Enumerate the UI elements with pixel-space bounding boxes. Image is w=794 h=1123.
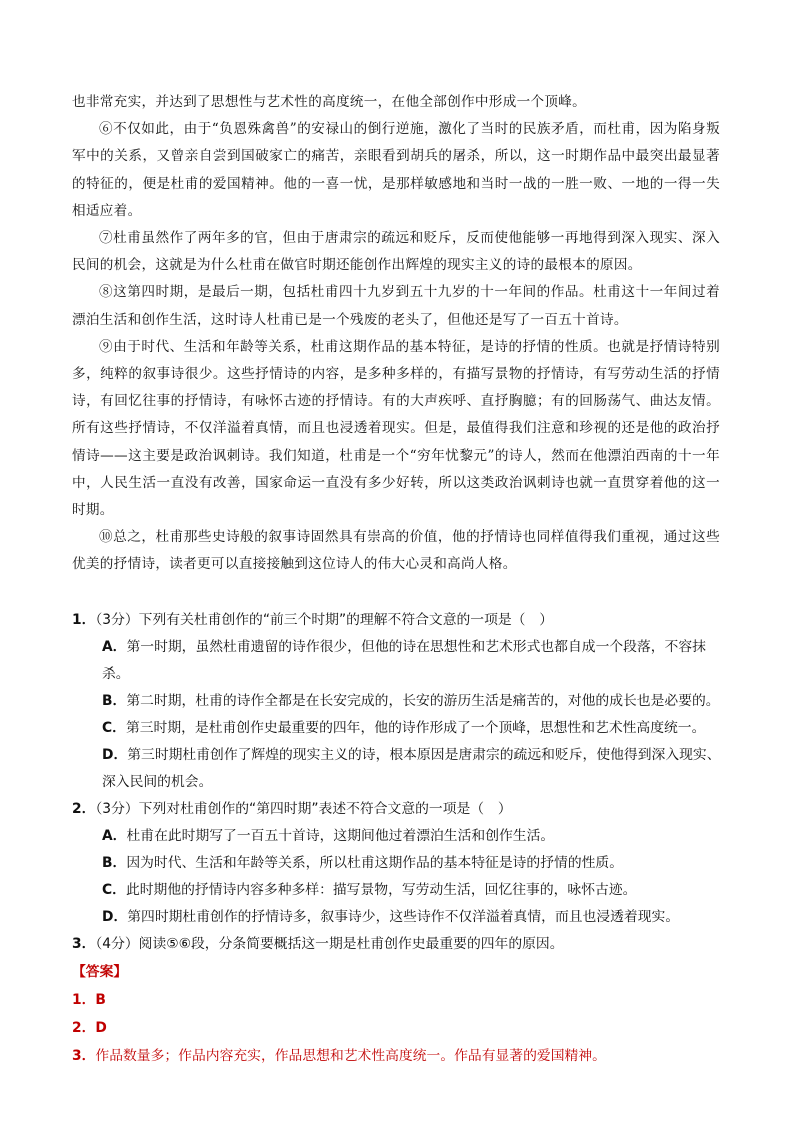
question-2	[72, 796, 732, 823]
question-stem: （3分）下列对杜甫创作的“第四时期”表述不符合文意的一项是（ ）	[95, 801, 512, 817]
option-text: 因为时代、生活和年龄等关系，所以杜甫这期作品的基本特征是诗的抒情的性质。	[126, 855, 624, 871]
question-number: 3．	[72, 936, 96, 952]
option-label: C．	[102, 720, 126, 736]
option-label: A．	[102, 828, 127, 844]
option-label: B．	[102, 855, 127, 871]
question-1-option-d	[72, 742, 732, 796]
answer-2	[72, 1014, 732, 1042]
question-3	[72, 931, 732, 958]
option-text: 第四时期杜甫创作的抒情诗多，叙事诗少，这些诗作不仅洋溢着真情，而且也浸透着现实。	[127, 909, 680, 925]
answer-heading: 【答案】	[72, 964, 128, 980]
passage-paragraph-10: ⑩总之，杜甫那些史诗般的叙事诗固然具有崇高的价值，他的抒情诗也同样值得我们重视，通过这些优美的抒情诗，读者更可以直接接触到这位诗人的伟大心灵和高尚人格。	[72, 529, 720, 573]
question-2-option-d	[72, 904, 732, 931]
option-label: A．	[102, 639, 127, 655]
answer-number: 3．	[72, 1048, 96, 1064]
reading-passage	[72, 89, 720, 579]
passage-paragraph-1: 也非常充实，并达到了思想性与艺术性的高度统一，在他全部创作中形成一个顶峰。	[72, 94, 587, 110]
question-1-option-b	[72, 688, 732, 715]
answer-number: 1．	[72, 992, 96, 1008]
answer-1	[72, 986, 732, 1014]
option-text: 第三时期，是杜甫创作史最重要的四年，他的诗作形成了一个顶峰，思想性和艺术性高度统一。	[125, 720, 706, 736]
option-text: 此时期他的抒情诗内容多种多样：描写景物，写劳动生活，回忆往事的，咏怀古迹。	[125, 882, 637, 898]
option-label: C．	[102, 882, 126, 898]
answer-text: B	[95, 992, 106, 1008]
answer-3	[72, 1042, 732, 1070]
question-number: 1．	[72, 612, 96, 628]
option-label: B．	[102, 693, 127, 709]
question-number: 2．	[72, 801, 96, 817]
question-stem: （4分）阅读⑤⑥段，分条简要概括这一期是杜甫创作史最重要的四年的原因。	[95, 936, 564, 952]
passage-paragraph-6: ⑥不仅如此，由于“负恩殊禽兽”的安禄山的倒行逆施，激化了当时的民族矛盾，而杜甫，因为陷身叛军中的关系，又曾亲自尝到国破家亡的痛苦，亲眼看到胡兵的屠杀，所以，这一时期作品中最突出最显著的特征的，便是杜甫的爱国精神。他的一喜一忧，是那样敏感地和当时一战的一胜一败、一地的一得一失相适应着。	[72, 121, 720, 219]
question-1-option-c	[72, 715, 732, 742]
passage-paragraph-9: ⑨由于时代、生活和年龄等关系，杜甫这期作品的基本特征，是诗的抒情的性质。也就是抒情诗特别多，纯粹的叙事诗很少。这些抒情诗的内容，是多种多样的，有描写景物的抒情诗，有写劳动生活的抒情诗，有回忆往事的抒情诗，有咏怀古迹的抒情诗。有的大声疾呼、直抒胸臆；有的回肠荡气、曲达友情。所有这些抒情诗，不仅洋溢着真情，而且也浸透着现实。但是，最值得我们注意和珍视的还是他的政治抒情诗——这主要是政治讽刺诗。我们知道，杜甫是一个“穷年忧黎元”的诗人，然而在他漂泊西南的十一年中，人民生活一直没有改善，国家命运一直没有多少好转，所以这类政治讽刺诗也就一直贯穿着他的这一时期。	[72, 338, 720, 519]
option-text: 杜甫在此时期写了一百五十首诗，这期间他过着漂泊生活和创作生活。	[126, 828, 555, 844]
question-2-option-c	[72, 877, 732, 904]
question-2-option-b	[72, 850, 732, 877]
answer-text: D	[95, 1020, 107, 1036]
question-1	[72, 607, 732, 634]
question-2-option-a	[72, 823, 732, 850]
passage-paragraph-8: ⑧这第四时期，是最后一期，包括杜甫四十九岁到五十九岁的十一年间的作品。杜甫这十一年间过着漂泊生活和创作生活，这时诗人杜甫已是一个残废的老头了，但他还是写了一百五十首诗。	[72, 284, 720, 328]
option-label: D．	[102, 747, 128, 763]
passage-paragraph-7: ⑦杜甫虽然作了两年多的官，但由于唐肃宗的疏远和贬斥，反而使他能够一再地得到深入现实、深入民间的机会，这就是为什么杜甫在做官时期还能创作出辉煌的现实主义的诗的最根本的原因。	[72, 230, 720, 274]
option-label: D．	[102, 909, 128, 925]
question-stem: （3分）下列有关杜甫创作的“前三个时期”的理解不符合文意的一项是（ ）	[95, 612, 554, 628]
option-text: 第二时期，杜甫的诗作全都是在长安完成的，长安的游历生活是痛苦的，对他的成长也是必要的。	[126, 693, 720, 709]
answer-number: 2．	[72, 1020, 96, 1036]
question-1-option-a	[72, 634, 732, 688]
option-text: 第三时期杜甫创作了辉煌的现实主义的诗，根本原因是唐肃宗的疏远和贬斥，使他得到深入现实、深入民间的机会。	[102, 747, 721, 790]
option-text: 第一时期，虽然杜甫遗留的诗作很少，但他的诗在思想性和艺术形式也都自成一个段落，不容抹杀。	[102, 639, 706, 682]
questions-section	[72, 607, 732, 1070]
answer-text: 作品数量多；作品内容充实，作品思想和艺术性高度统一。作品有显著的爱国精神。	[95, 1048, 606, 1064]
